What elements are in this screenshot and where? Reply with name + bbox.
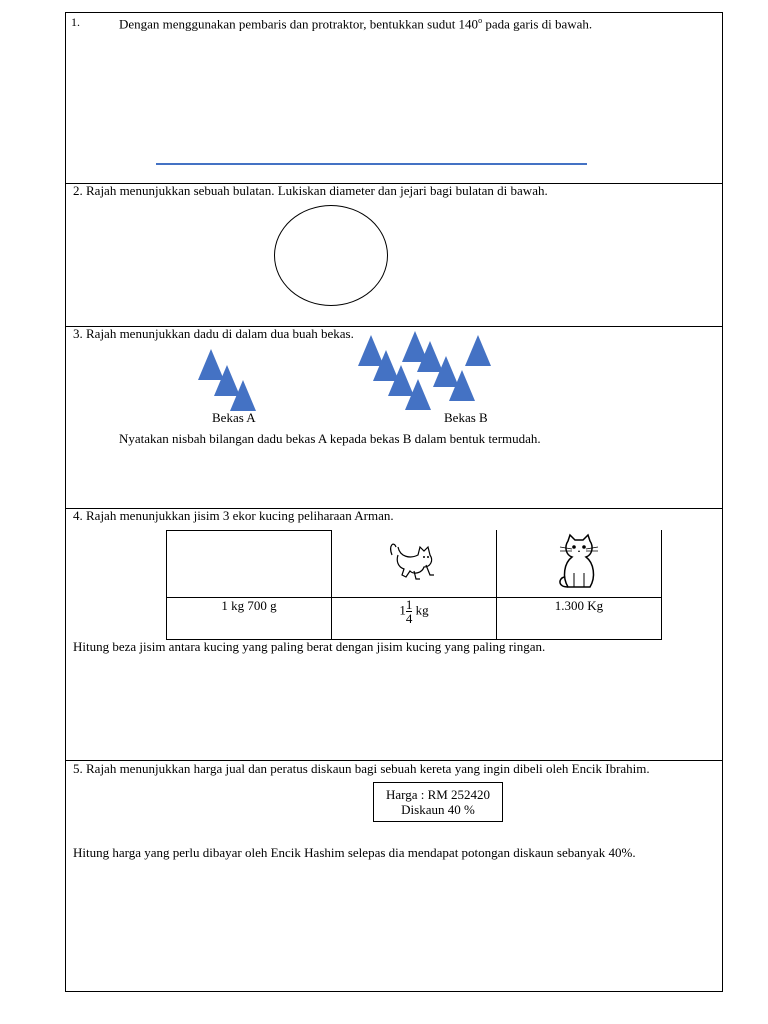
worksheet-frame xyxy=(65,12,723,992)
mass-2-fraction xyxy=(406,598,413,625)
question-3 xyxy=(66,326,722,509)
base-line xyxy=(156,163,587,165)
question-3-text: 3. Rajah menunjukkan dadu di dalam dua buah bekas. xyxy=(73,326,354,341)
question-4-text: 4. Rajah menunjukkan jisim 3 ekor kucing peliharaan Arman. xyxy=(73,508,394,523)
dice-a-3 xyxy=(230,380,256,411)
question-5-text: 5. Rajah menunjukkan harga jual dan peratus diskaun bagi sebuah kereta yang ingin dibeli oleh Encik Ibrahim. xyxy=(73,761,650,776)
mass-2-denominator: 4 xyxy=(405,611,413,626)
mass-2-unit: kg xyxy=(415,602,429,618)
sitting-cat-icon xyxy=(554,533,604,593)
question-2-text: 2. Rajah menunjukkan sebuah bulatan. Lukiskan diameter dan jejari bagi bulatan di bawah. xyxy=(73,183,548,198)
cat-mass-table xyxy=(166,530,662,640)
question-1-number: 1. xyxy=(71,15,80,29)
price-label: Harga : RM 252420 xyxy=(385,787,491,802)
mass-2-whole: 1 xyxy=(399,602,406,618)
table-row xyxy=(167,598,662,640)
container-a-label: Bekas A xyxy=(212,410,256,425)
dice-b-4 xyxy=(405,379,431,410)
discount-label: Diskaun 40 % xyxy=(401,802,475,817)
cat-image-cell-3 xyxy=(497,531,662,598)
cat-image-cell-2 xyxy=(332,531,497,598)
question-4 xyxy=(66,508,722,761)
degree-symbol: o xyxy=(478,16,483,25)
question-5 xyxy=(66,760,722,991)
mass-cell-1: 1 kg 700 g xyxy=(167,598,332,640)
question-1-text-end: pada garis di bawah. xyxy=(482,16,593,32)
dice-b-8 xyxy=(449,370,475,401)
question-2 xyxy=(66,183,722,327)
question-5-prompt: Hitung harga yang perlu dibayar oleh Encik Hashim selepas dia mendapat potongan diskaun sebanyak 40%. xyxy=(73,845,636,860)
question-4-prompt: Hitung beza jisim antara kucing yang paling berat dengan jisim kucing yang paling ringan. xyxy=(73,639,546,654)
mass-2-numerator: 1 xyxy=(405,597,413,612)
walking-cat-icon xyxy=(384,535,444,585)
question-1 xyxy=(66,13,722,184)
mass-cell-2 xyxy=(332,598,497,640)
question-3-prompt: Nyatakan nisbah bilangan dadu bekas A kepada bekas B dalam bentuk termudah. xyxy=(119,431,541,446)
cat-image-cell-1 xyxy=(167,531,332,598)
price-box xyxy=(373,782,503,822)
table-row xyxy=(167,531,662,598)
dice-b-9 xyxy=(465,335,491,366)
container-b-label: Bekas B xyxy=(444,410,488,425)
mass-cell-3: 1.300 Kg xyxy=(497,598,662,640)
circle-shape xyxy=(274,205,388,306)
question-1-text xyxy=(119,13,592,32)
question-1-text-main: Dengan menggunakan pembaris dan protraktor, bentukkan sudut 140 xyxy=(119,16,479,32)
